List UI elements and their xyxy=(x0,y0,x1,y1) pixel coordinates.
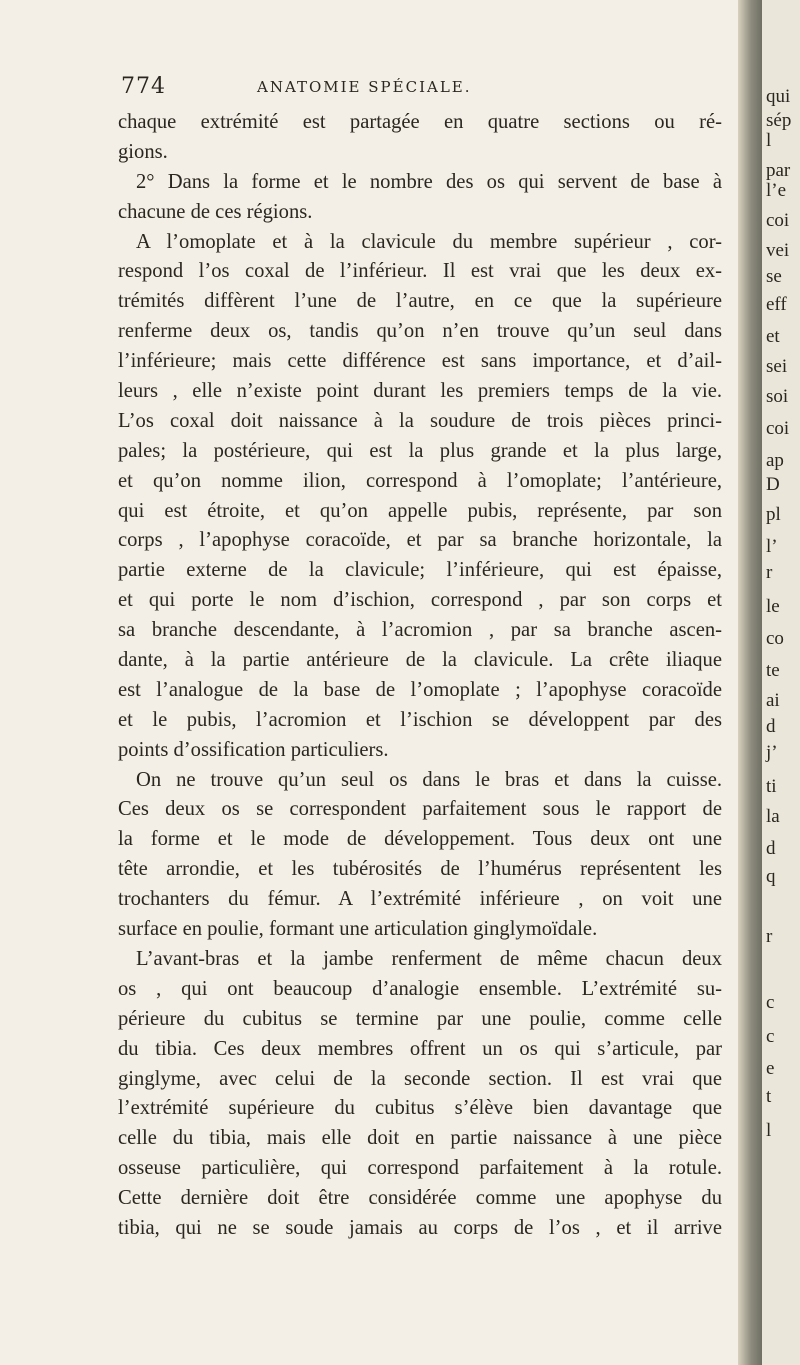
facing-page-fragment: d xyxy=(766,716,776,737)
facing-page-fragment: sei xyxy=(766,356,788,377)
text-line: et qu’on nomme ilion, correspond à l’omoplate; l’antérieure, xyxy=(118,469,722,492)
text-line: pales; la postérieure, qui est la plus grande et la plus large, xyxy=(118,439,722,462)
facing-page-fragment: et xyxy=(766,326,780,347)
facing-page-fragment: vei xyxy=(766,240,790,261)
facing-page-fragment: ap xyxy=(766,450,784,471)
facing-page-fragment: j’ xyxy=(766,742,778,763)
facing-page-fragment: le xyxy=(766,596,780,617)
text-line: périeure du cubitus se termine par une poulie, comme celle xyxy=(118,1007,722,1030)
text-line: On ne trouve qu’un seul os dans le bras et dans la cuisse. xyxy=(136,768,722,791)
text-line: la forme et le mode de développement. Tous deux ont une xyxy=(118,828,722,851)
facing-page-fragment: eff xyxy=(766,294,787,315)
facing-page-fragment: l’e xyxy=(766,180,787,201)
text-line: A l’omoplate et à la clavicule du membre supérieur , cor- xyxy=(136,230,722,253)
text-line: ginglyme, avec celui de la seconde section. Il est vrai que xyxy=(118,1067,722,1090)
text-line: respond l’os coxal de l’inférieur. Il est vrai que les deux ex- xyxy=(118,260,722,283)
text-line: gions. xyxy=(118,140,168,163)
text-line: surface en poulie, formant une articulation ginglymoïdale. xyxy=(118,918,598,941)
text-line: osseuse particulière, qui correspond parfaitement à la rotule. xyxy=(118,1157,722,1180)
facing-page-fragment: coi xyxy=(766,418,790,439)
facing-page-fragment: t xyxy=(766,1086,772,1107)
text-line: os , qui ont beaucoup d’analogie ensemble. L’extrémité su- xyxy=(118,977,722,1000)
facing-page-fragment: la xyxy=(766,806,780,827)
facing-page-fragment: r xyxy=(766,926,773,947)
facing-page-fragment: e xyxy=(766,1058,775,1079)
text-line: l’extrémité supérieure du cubitus s’élève bien davantage que xyxy=(118,1097,722,1120)
text-line: trémités diffèrent l’une de l’autre, en ce que la supérieure xyxy=(118,290,722,313)
text-line: sa branche descendante, à l’acromion , par sa branche ascen- xyxy=(118,619,722,642)
facing-page-fragment: l’ xyxy=(766,536,778,557)
text-line: Cette dernière doit être considérée comme une apophyse du xyxy=(118,1187,722,1210)
facing-page-edge xyxy=(762,0,800,1365)
facing-page-fragment: ti xyxy=(766,776,777,797)
text-line: Ces deux os se correspondent parfaitement sous le rapport de xyxy=(118,798,722,821)
text-line: du tibia. Ces deux membres offrent un os qui s’articule, par xyxy=(118,1037,722,1060)
text-line: et le pubis, l’acromion et l’ischion se développent par des xyxy=(118,708,722,731)
text-line: partie externe de la clavicule; l’inférieure, qui est épaisse, xyxy=(118,559,722,582)
text-line: celle du tibia, mais elle doit en partie naissance à une pièce xyxy=(118,1127,722,1150)
book-gutter xyxy=(738,0,762,1365)
text-line: chacune de ces régions. xyxy=(118,200,313,223)
facing-page-fragment: te xyxy=(766,660,780,681)
facing-page-fragment: c xyxy=(766,1026,775,1047)
text-line: chaque extrémité est partagée en quatre sections ou ré- xyxy=(118,111,722,133)
facing-page-fragment: se xyxy=(766,266,782,287)
text-line: est l’analogue de la base de l’omoplate ; l’apophyse coracoïde xyxy=(118,678,722,701)
text-line: et qui porte le nom d’ischion, correspond , par son corps et xyxy=(118,589,722,612)
text-line: renferme deux os, tandis qu’on n’en trouve qu’un seul dans xyxy=(118,320,722,343)
facing-page-fragment: l xyxy=(766,130,772,151)
text-line: points d’ossification particuliers. xyxy=(118,738,389,761)
text-line: corps , l’apophyse coracoïde, et par sa branche horizontale, la xyxy=(118,529,722,552)
facing-page-fragment: c xyxy=(766,992,775,1013)
facing-page-fragment: soi xyxy=(766,386,789,407)
body-text xyxy=(118,108,722,1244)
running-title: ANATOMIE SPÉCIALE. xyxy=(257,78,472,96)
facing-page-fragment: r xyxy=(766,562,773,583)
facing-page-fragment: d xyxy=(766,838,776,859)
text-line: L’os coxal doit naissance à la soudure de trois pièces princi- xyxy=(118,409,722,432)
text-line: trochanters du fémur. A l’extrémité inférieure , on voit une xyxy=(118,888,722,911)
text-line: l’inférieure; mais cette différence est sans importance, et d’ail- xyxy=(118,350,722,373)
text-line: 2° Dans la forme et le nombre des os qui servent de base à xyxy=(136,170,722,193)
page-header xyxy=(121,74,721,104)
facing-page-fragment: ai xyxy=(766,690,780,711)
facing-page-fragment: q xyxy=(766,866,776,887)
facing-page-fragment: sép xyxy=(766,110,792,131)
page-number: 774 xyxy=(121,74,166,99)
text-line: dante, à la partie antérieure de la clavicule. La crête iliaque xyxy=(118,649,722,672)
facing-page-fragment: qui xyxy=(766,86,791,107)
facing-page-fragment: co xyxy=(766,628,784,649)
text-line: leurs , elle n’existe point durant les premiers temps de la vie. xyxy=(118,380,722,403)
text-line: L’avant-bras et la jambe renferment de même chacun deux xyxy=(136,947,722,970)
facing-page-fragment: par xyxy=(766,160,791,181)
text-line: tibia, qui ne se soude jamais au corps de l’os , et il arrive xyxy=(118,1216,722,1239)
text-line: tête arrondie, et les tubérosités de l’humérus représentent les xyxy=(118,858,722,881)
facing-page-fragment: coi xyxy=(766,210,790,231)
facing-page-fragment: l xyxy=(766,1120,772,1141)
facing-page-fragment: D xyxy=(766,474,780,495)
facing-page-fragment: pl xyxy=(766,504,781,525)
text-line: qui est étroite, et qu’on appelle pubis, représente, par son xyxy=(118,499,722,522)
